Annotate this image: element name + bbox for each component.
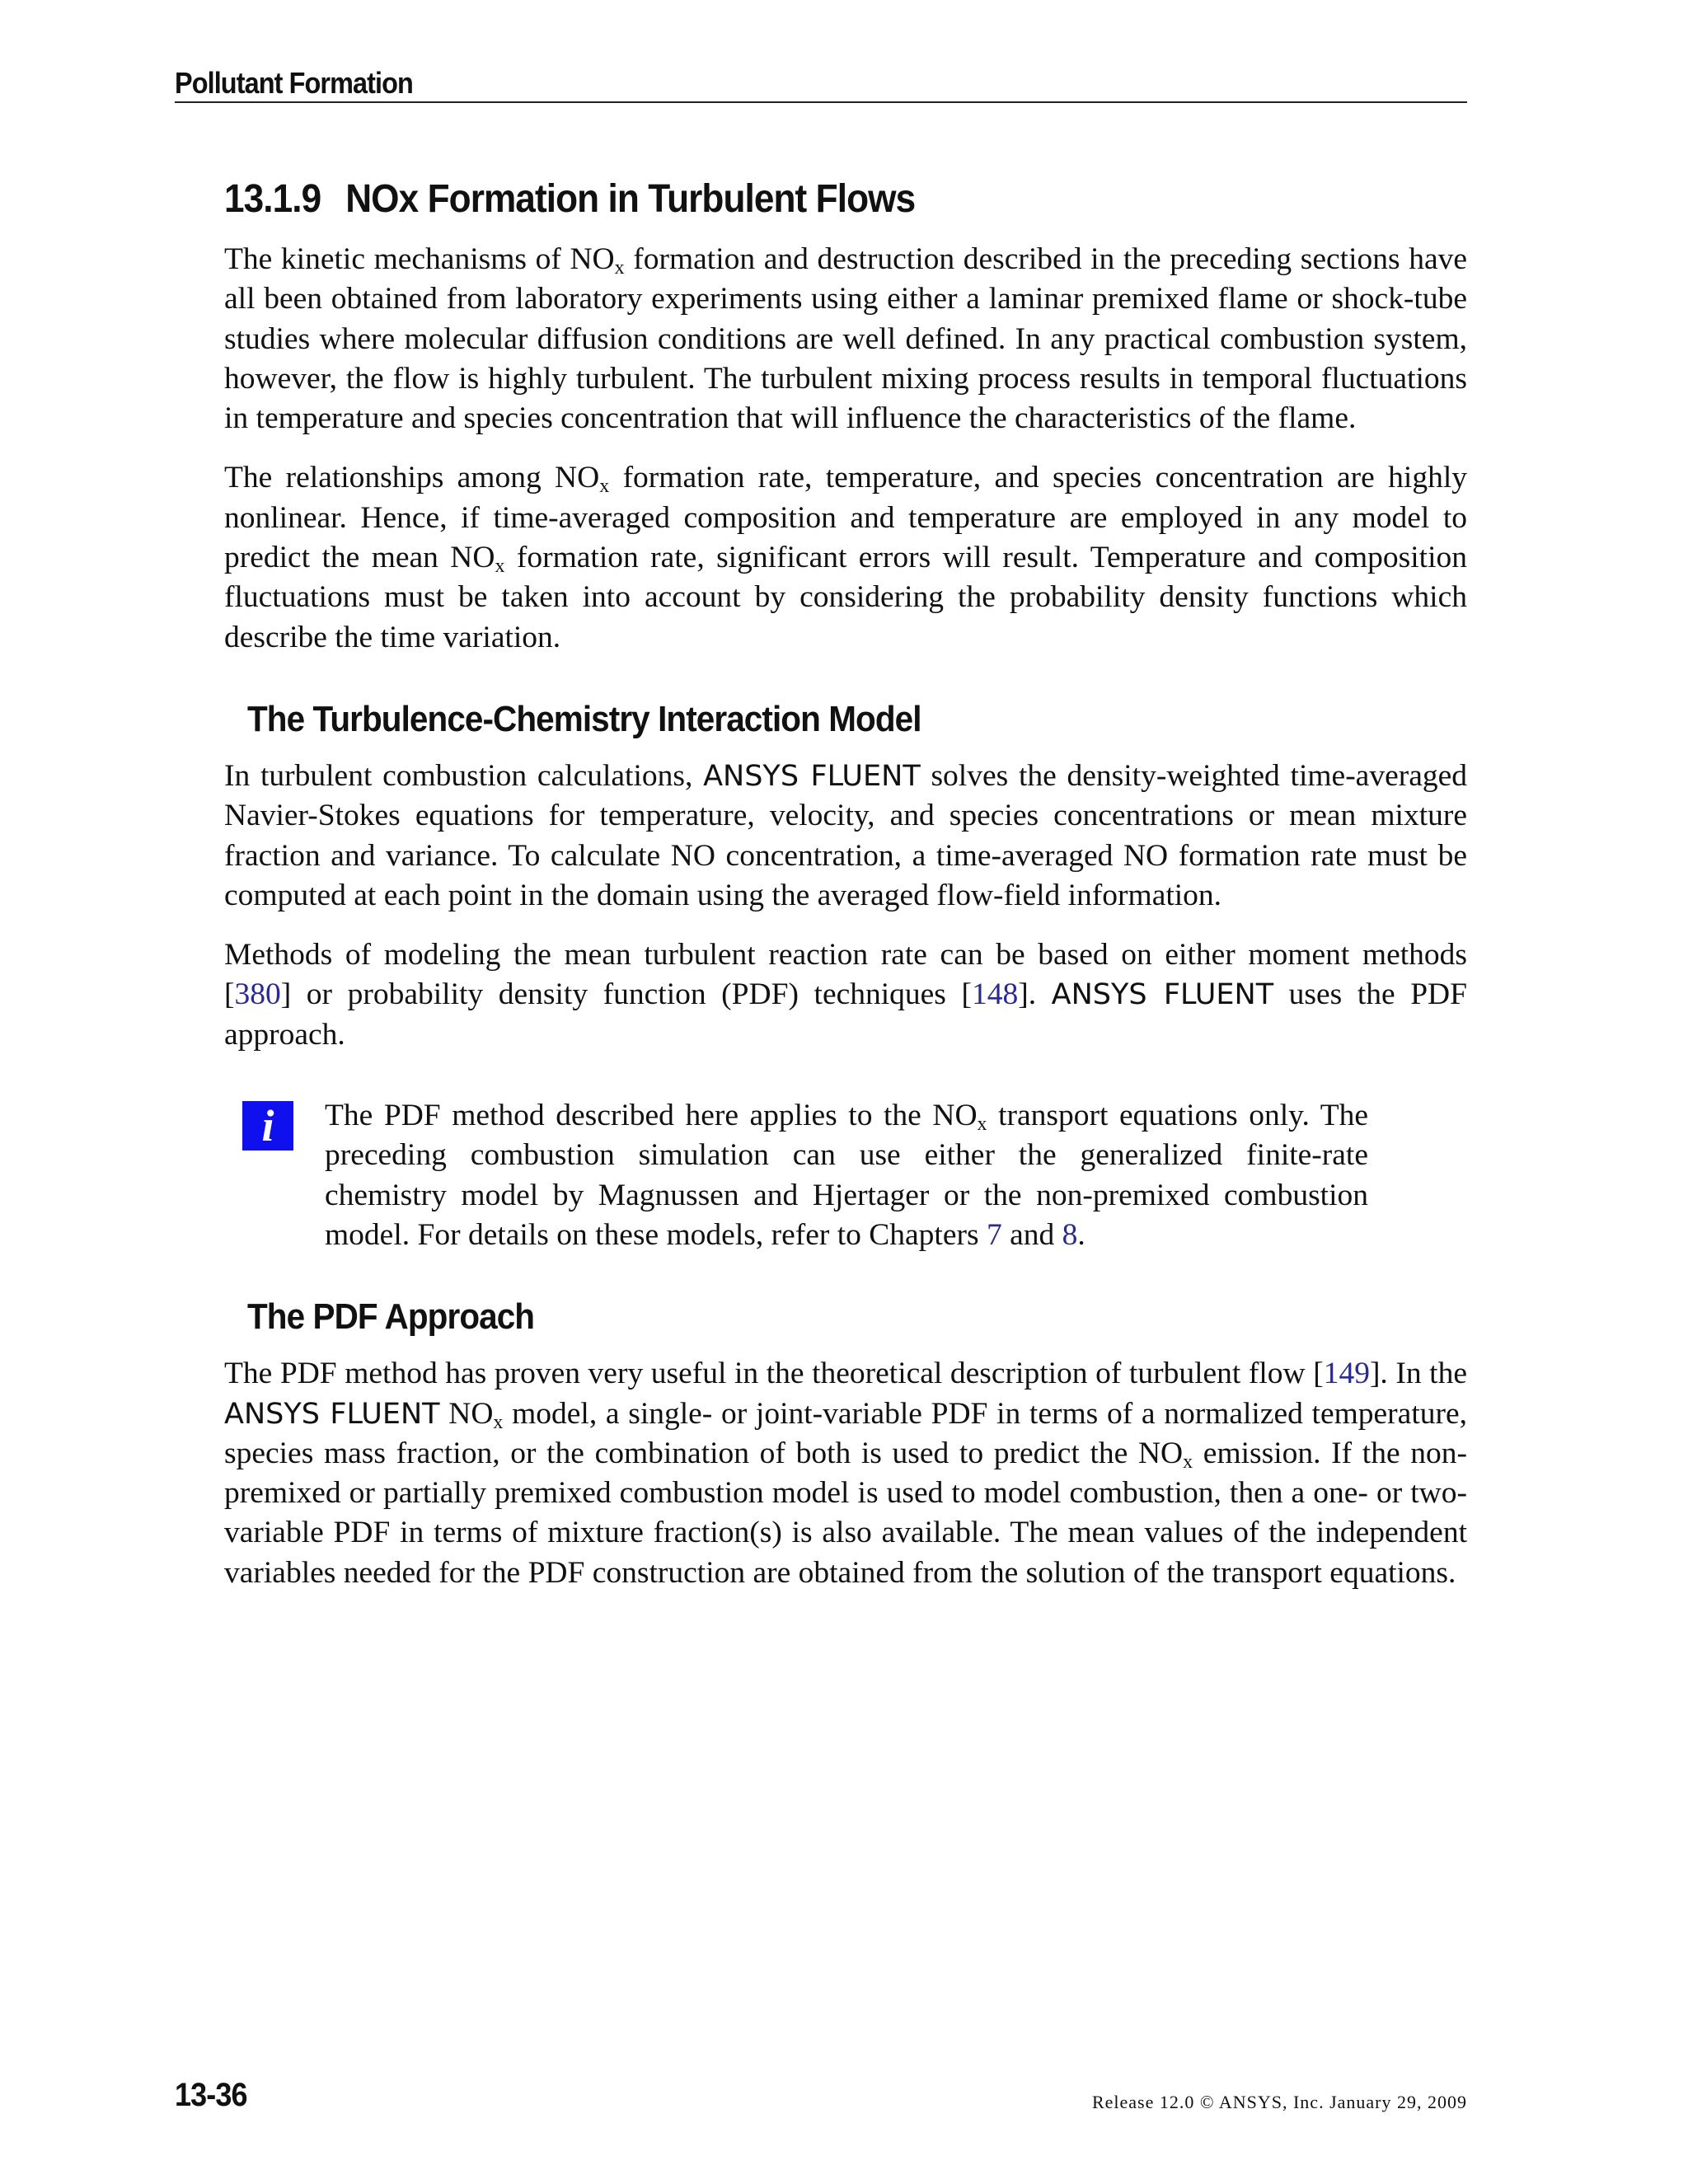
intro-paragraph-1: The kinetic mechanisms of $NO_x$ formation and destruction described in the preceding sections have all been obtained from laboratory experiments using either a laminar premixed flame or shock-tube studies where molecular diffusion conditions are well defined. In any practical combustion system, however, the flow is highly turbulent. The turbulent mixing process results in temporal fluctuations in temperature and species concentration that will influence the characteristics of the flame. bbox=[224, 242, 1467, 436]
info-note-text: The PDF method described here applies to the $NO_x$ transport equations only. The preceding combustion simulation can use either the generalized finite-rate chemistry model by Magnussen and Hjertager or the non-premixed combustion model. For details on these models, refer to Chapters 7 and 8. bbox=[325, 1099, 1368, 1252]
product-name: ANSYS FLUENT bbox=[1051, 978, 1274, 1012]
header-rule bbox=[175, 101, 1467, 103]
subsection-title-tci: The Turbulence-Chemistry Interaction Model bbox=[247, 698, 921, 739]
section-title-text: NOx Formation in Turbulent Flows bbox=[345, 177, 916, 221]
page-content bbox=[224, 165, 1467, 1613]
tci-paragraph-2: Methods of modeling the mean turbulent reaction rate can be based on either moment methods [380] or probability density function (PDF) techniques [148]. ANSYS FLUENT uses the PDF approach. bbox=[224, 938, 1467, 1052]
release-info: Release 12.0 © ANSYS, Inc. January 29, 2009 bbox=[1091, 2092, 1467, 2112]
chapter-link-7[interactable]: 7 bbox=[986, 1217, 1002, 1252]
citation-link-380[interactable]: 380 bbox=[234, 977, 281, 1012]
intro-paragraph-2: The relationships among $NO_x$ formation rate, temperature, and species concentration are highly nonlinear. Hence, if time-averaged composition and temperature are employed in any model to predict the mean $NO_x$ formation rate, significant errors will result. Temperature and composition fluctuations must be taken into account by considering the probability density functions which describe the time variation. bbox=[224, 461, 1468, 654]
citation-link-148[interactable]: 148 bbox=[971, 977, 1019, 1012]
chapter-link-8[interactable]: 8 bbox=[1062, 1217, 1078, 1252]
page-number: 13-36 bbox=[175, 2077, 247, 2113]
pdf-paragraph-1: The PDF method has proven very useful in the theoretical description of turbulent flow [149]. In the ANSYS FLUENT $NO_x$ model, a single- or joint-variable PDF in terms of a normalized temperature, species mass fraction, or the combination of both is used to predict the $NO_x$ emission. If the non-premixed or partially premixed combustion model is used to model combustion, then a one- or two-variable PDF in terms of mixture fraction(s) is also available. The mean values of the independent variables needed for the PDF construction are obtained from the solution of the transport equations. bbox=[224, 1357, 1467, 1590]
product-name: ANSYS FLUENT bbox=[224, 1397, 440, 1431]
citation-link-149[interactable]: 149 bbox=[1323, 1357, 1370, 1391]
info-note bbox=[224, 1096, 1368, 1255]
section-number: 13.1.9 bbox=[224, 177, 321, 221]
section-title bbox=[224, 176, 1367, 222]
subsection-title-pdf: The PDF Approach bbox=[247, 1296, 535, 1338]
info-icon: i bbox=[242, 1101, 293, 1151]
product-name: ANSYS FLUENT bbox=[703, 759, 921, 793]
tci-paragraph-1: In turbulent combustion calculations, ANSYS FLUENT solves the density-weighted time-averaged Navier-Stokes equations for temperature, velocity, and species concentrations or mean mixture fraction and variance. To calculate NO concentration, a time-averaged NO formation rate must be computed at each point in the domain using the averaged flow-field information. bbox=[224, 758, 1467, 912]
running-header: Pollutant Formation bbox=[175, 66, 413, 100]
